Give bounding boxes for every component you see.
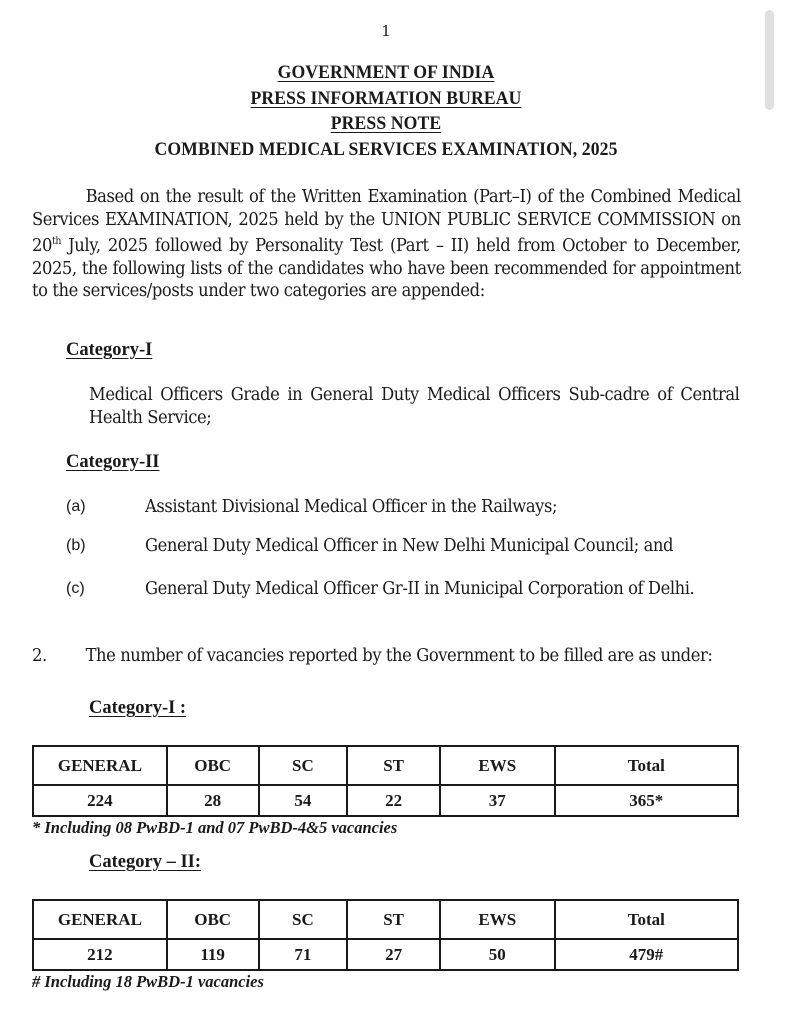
list-text: Assistant Divisional Medical Officer in the Railways;: [145, 497, 558, 517]
header-cell: ST: [347, 900, 440, 939]
table-row: [33, 785, 738, 816]
header-cell: Total: [555, 900, 738, 939]
table-header-row: [33, 900, 738, 939]
vacancy-table-category-1: [32, 745, 739, 817]
vacancy-table-category-2: [32, 899, 739, 971]
intro-text-2: July, 2025 followed by Personality Test (Part – II) held from October to December, 2025, the following lists of the candidates who have been recommended for appointment to the services/posts under two categories are appended:: [32, 235, 741, 302]
table-header-row: [33, 746, 738, 785]
value-cell: 22: [347, 785, 440, 816]
header-cell: Total: [555, 746, 738, 785]
header-cell: EWS: [440, 746, 555, 785]
table-row: [33, 939, 738, 970]
value-cell: 224: [33, 785, 167, 816]
list-marker: (b): [66, 537, 86, 554]
heading-pib-text: PRESS INFORMATION BUREAU: [250, 88, 522, 109]
intro-text-1: Based on the result of the Written Examination (Part–I) of the Combined Medical Services EXAMINATION, 2025 held by the UNION PUBLIC SERVICE COMMISSION on 20: [32, 187, 741, 256]
header-cell: EWS: [440, 900, 555, 939]
header-cell: GENERAL: [33, 900, 167, 939]
category-2-label: Category-II: [66, 452, 160, 472]
value-cell: 37: [440, 785, 555, 816]
value-cell: 27: [347, 939, 440, 970]
heading-government-text: GOVERNMENT OF INDIA: [277, 62, 495, 83]
section-2-text: The number of vacancies reported by the Government to be filled are as under:: [85, 646, 713, 666]
section-2-paragraph: [32, 645, 741, 668]
page-number: 1: [381, 22, 391, 40]
table-1-label: Category-I :: [89, 698, 187, 718]
intro-paragraph: [32, 186, 741, 303]
header-cell: OBC: [167, 746, 259, 785]
value-cell: 50: [440, 939, 555, 970]
header-cell: GENERAL: [33, 746, 167, 785]
header-cell: SC: [259, 746, 348, 785]
category-1-description: Medical Officers Grade in General Duty Medical Officers Sub-cadre of Central Health Service;: [89, 385, 740, 428]
table-2-label: Category – II:: [89, 852, 202, 872]
list-text: General Duty Medical Officer Gr-II in Municipal Corporation of Delhi.: [145, 579, 695, 599]
value-cell: 54: [259, 785, 348, 816]
table-1-footnote: * Including 08 PwBD-1 and 07 PwBD-4&5 vacancies: [32, 818, 398, 837]
value-cell: 479#: [555, 939, 738, 970]
list-marker: (c): [66, 580, 85, 597]
value-cell: 71: [259, 939, 348, 970]
heading-pib: [27, 88, 745, 110]
value-cell: 28: [167, 785, 259, 816]
value-cell: 212: [33, 939, 167, 970]
heading-press-note: [27, 113, 745, 135]
header-cell: ST: [347, 746, 440, 785]
heading-exam-title: [27, 139, 745, 161]
heading-exam-title-text: COMBINED MEDICAL SERVICES EXAMINATION, 2025: [154, 139, 618, 160]
value-cell: 365*: [555, 785, 738, 816]
header-cell: OBC: [167, 900, 259, 939]
header-cell: SC: [259, 900, 348, 939]
intro-sup: th: [51, 236, 61, 248]
value-cell: 119: [167, 939, 259, 970]
heading-government: [27, 62, 745, 84]
section-number: 2.: [32, 646, 47, 666]
table-2-footnote: # Including 18 PwBD-1 vacancies: [32, 972, 264, 991]
category-1-label: Category-I: [66, 340, 153, 360]
list-text: General Duty Medical Officer in New Delhi Municipal Council; and: [145, 536, 674, 556]
list-marker: (a): [66, 498, 86, 515]
heading-press-note-text: PRESS NOTE: [330, 113, 442, 134]
